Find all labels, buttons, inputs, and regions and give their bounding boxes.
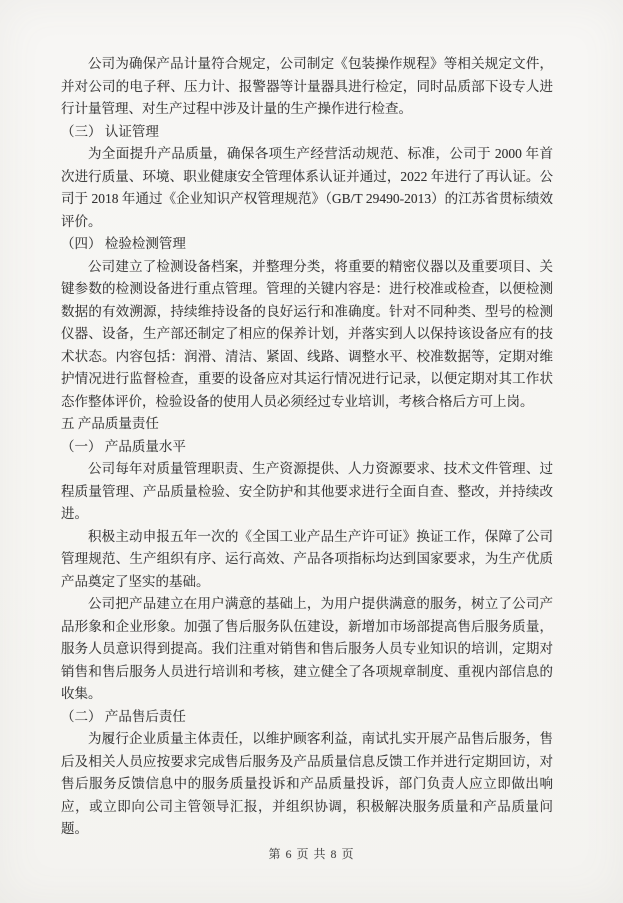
section-heading: 五 产品质量责任 bbox=[61, 416, 159, 431]
page-footer: 第 6 页 共 8 页 bbox=[268, 847, 355, 861]
section-heading: （四） 检验检测管理 bbox=[61, 236, 186, 251]
section-heading: （一） 产品质量水平 bbox=[61, 438, 186, 454]
section-heading: （三） 认证管理 bbox=[61, 123, 159, 139]
document-body bbox=[61, 53, 553, 841]
body-paragraph: 公司建立了检测设备档案，并整理分类，将重要的精密仪器以及重要项目、关键参数的检测设备进行重点管理。管理的关键内容是：进行校准或检查，以便检测数据的有效溯源，持续维持设备的良好运行和准确度。针对不同种类、型号的检测仪器、设备，生产部还制定了相应的保养计划，并落实到人以保持该设备应有的技术状态。内容包括：润滑、清洁、紧固、线路、调整水平、校准数据等，定期对维护情况进行监督检查，重要的设备应对其运行情况进行记录，以便定期对其工作状态作整体评价，检验设备的使用人员必须经过专业培训，考核合格后方可上岗。 bbox=[61, 258, 553, 409]
body-paragraph: 为履行企业质量主体责任，以维护顾客利益，南试扎实开展产品售后服务，售后及相关人员应按要求完成售后服务及产品质量信息反馈工作并进行定期回访，对售后服务反馈信息中的服务质量投诉和产品质量投诉，部门负责人应立即做出响应，或立即向公司主管领导汇报，并组织协调，积极解决服务质量和产品质量问题。 bbox=[61, 731, 553, 836]
body-paragraph: 公司把产品建立在用户满意的基础上，为用户提供满意的服务，树立了公司产品形象和企业形象。加强了售后服务队伍建设，新增加市场部提高售后服务质量，服务人员意识得到提高。我们注重对销售和售后服务人员专业知识的培训，定期对销售和售后服务人员进行培训和考核，建立健全了各项规章制度、重视内部信息的收集。 bbox=[61, 596, 553, 701]
body-paragraph: 为全面提升产品质量，确保各项生产经营活动规范、标准，公司于 2000 年首次进行质量、环境、职业健康安全管理体系认证并通过，2022 年进行了再认证。公司于 2018 年通过《企业知识产权管理规范》（GB/T 29490-2013）的江苏省贯标绩效评价。 bbox=[61, 146, 553, 229]
body-paragraph: 积极主动申报五年一次的《全国工业产品生产许可证》换证工作，保障了公司管理规范、生产组织有序、运行高效、产品各项指标均达到国家要求，为生产优质产品奠定了坚实的基础。 bbox=[61, 528, 553, 589]
section-heading: （二） 产品售后责任 bbox=[61, 708, 186, 724]
body-paragraph: 公司每年对质量管理职责、生产资源提供、人力资源要求、技术文件管理、过程质量管理、产品质量检验、安全防护和其他要求进行全面自查、整改，并持续改进。 bbox=[61, 461, 553, 521]
body-paragraph: 公司为确保产品计量符合规定，公司制定《包装操作规程》等相关规定文件，并对公司的电子秤、压力计、报警器等计量器具进行检定，同时品质部下设专人进行计量管理、对生产过程中涉及计量的生产操作进行检查。 bbox=[61, 56, 553, 116]
